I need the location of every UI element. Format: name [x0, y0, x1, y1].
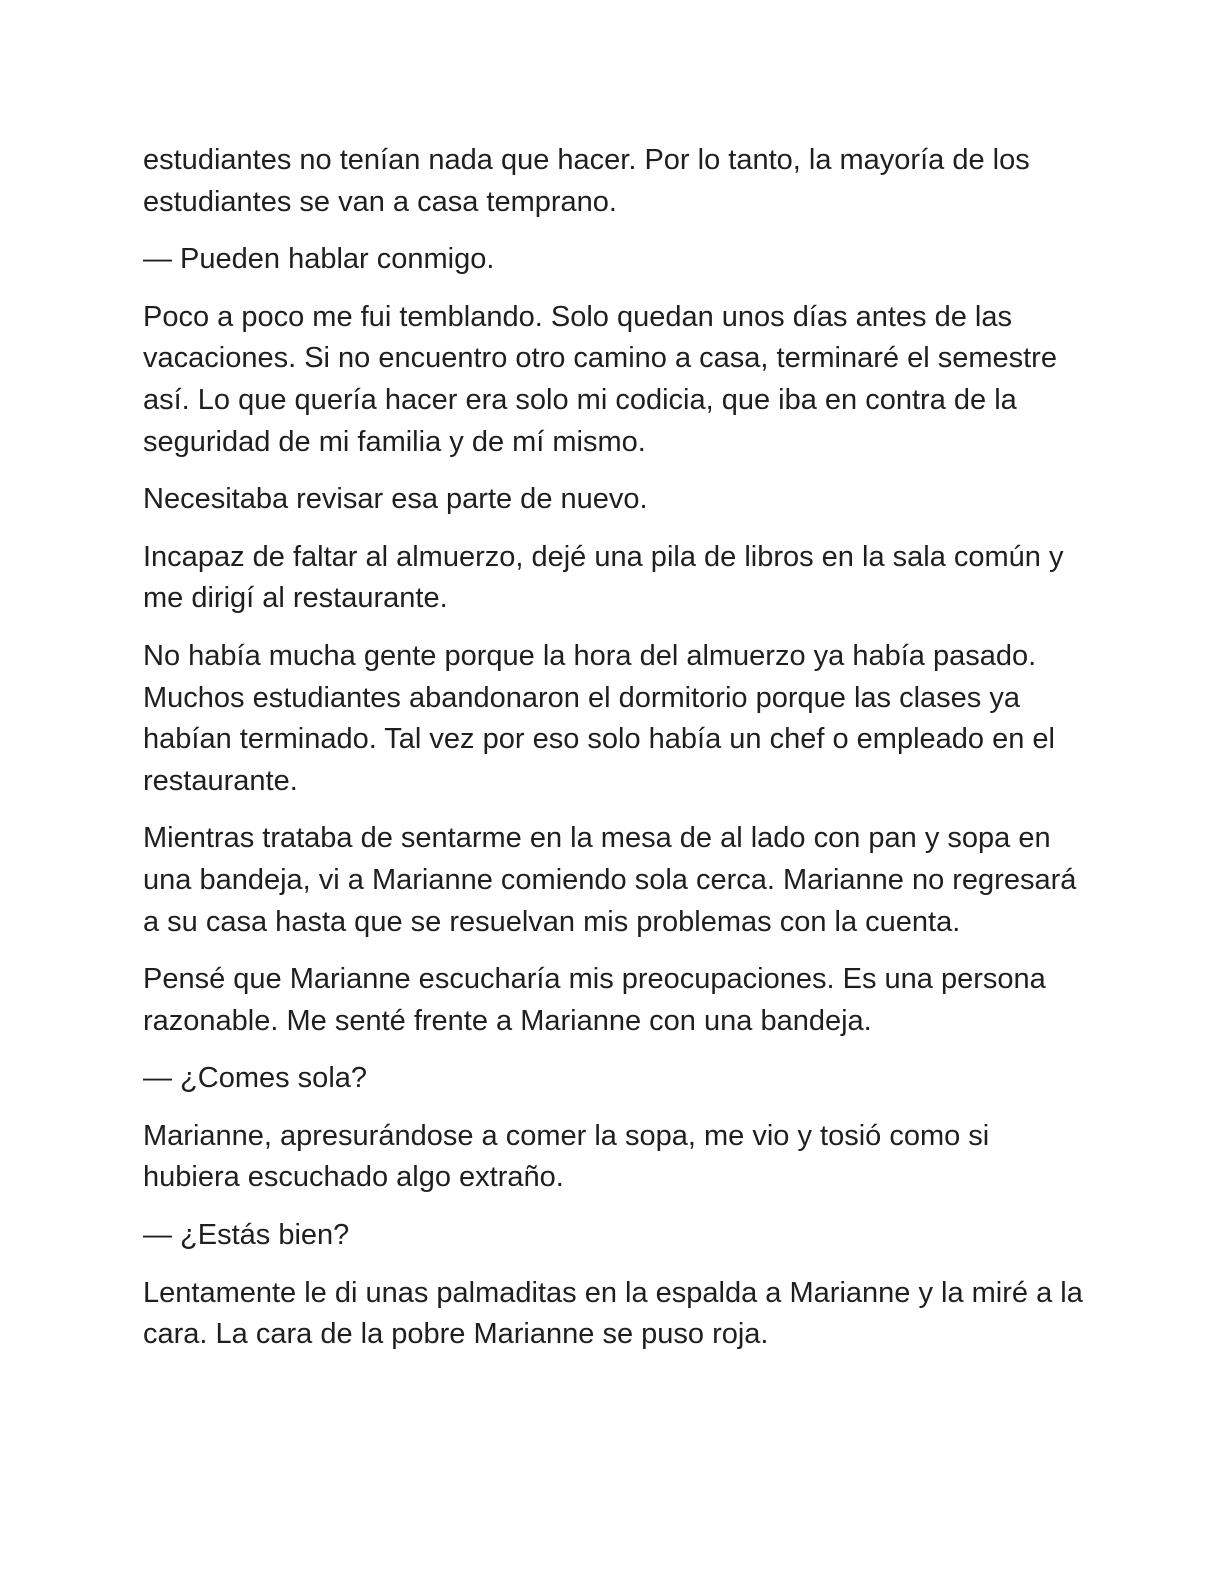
- paragraph-8: Pensé que Marianne escucharía mis preocupaciones. Es una persona razonable. Me senté frente a Marianne con una bandeja.: [143, 963, 1046, 1037]
- paragraph-11: — ¿Estás bien?: [143, 1219, 350, 1252]
- paragraph-9: — ¿Comes sola?: [143, 1062, 368, 1095]
- paragraph-12: Lentamente le di unas palmaditas en la espalda a Marianne y la miré a la cara. La cara de la pobre Marianne se puso roja.: [143, 1276, 1083, 1351]
- paragraph-10: Marianne, apresurándose a comer la sopa, me vio y tosió como si hubiera escuchado algo extraño.: [143, 1119, 990, 1194]
- paragraph-7: Mientras trataba de sentarme en la mesa de al lado con pan y sopa en una bandeja, vi a Marianne comiendo sola cerca. Marianne no regresará a su casa hasta que se resuelvan mis problemas con la cuenta.: [143, 822, 1077, 938]
- paragraph-6: No había mucha gente porque la hora del almuerzo ya había pasado. Muchos estudiantes abandonaron el dormitorio porque las clases ya habían terminado. Tal vez por eso solo había un chef o empleado en el restaurante.: [143, 639, 1055, 797]
- paragraph-5: Incapaz de faltar al almuerzo, dejé una pila de libros en la sala común y me dirigí al restaurante.: [143, 540, 1064, 615]
- paragraph-4: Necesitaba revisar esa parte de nuevo.: [143, 483, 648, 516]
- paragraph-3: Poco a poco me fui temblando. Solo quedan unos días antes de las vacaciones. Si no encuentro otro camino a casa, terminaré el semestre así. Lo que quería hacer era solo mi codicia, que iba en contra de la seguridad de mi familia y de mí mismo.: [143, 300, 1057, 458]
- document-page: [143, 140, 1083, 1372]
- paragraph-2: — Pueden hablar conmigo.: [143, 243, 495, 276]
- paragraph-1: estudiantes no tenían nada que hacer. Por lo tanto, la mayoría de los estudiantes se van a casa temprano.: [143, 144, 1030, 218]
